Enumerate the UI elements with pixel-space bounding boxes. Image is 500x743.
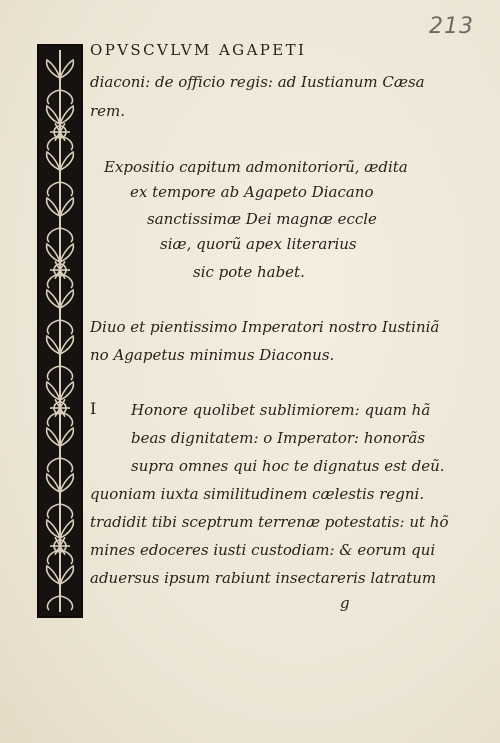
exposition-line-1: Expositio capitum admonitoriorũ, ædita <box>104 158 408 176</box>
chapter-number: I <box>90 399 97 418</box>
chapter-line-7: aduersus ipsum rabiunt insectareris latratum <box>90 569 437 587</box>
ornamental-border <box>37 44 83 618</box>
foliage-ornament <box>39 46 81 616</box>
folio-number: 213 <box>429 14 474 39</box>
title-line-3: rem. <box>90 102 126 120</box>
chapter-line-1: Honore quolibet sublimiorem: quam hã <box>131 401 431 419</box>
chapter-line-3: supra omnes qui hoc te dignatus est deũ. <box>131 457 445 475</box>
chapter-line-2: beas dignitatem: o Imperator: honorãs <box>131 429 426 447</box>
catchword: g <box>340 594 350 612</box>
chapter-line-5: tradidit tibi sceptrum terrenæ potestatis: ut hõ <box>90 513 449 531</box>
exposition-line-2: ex tempore ab Agapeto Diacano <box>130 183 374 201</box>
title-line-2: diaconi: de officio regis: ad Iustianum Cæsa <box>90 73 425 91</box>
chapter-line-4: quoniam iuxta similitudinem cælestis regni. <box>90 485 425 503</box>
chapter-line-6: mines edoceres iusti custodiam: & eorum qui <box>90 541 436 559</box>
dedication-line-1: Diuo et pientissimo Imperatori nostro Iustiniã <box>90 318 440 336</box>
title-line-1: OPVSCVLVM AGAPETI <box>90 41 307 59</box>
exposition-line-5: sic pote habet. <box>193 263 305 281</box>
exposition-line-4: siæ, quorũ apex literarius <box>160 235 357 253</box>
dedication-line-2: no Agapetus minimus Diaconus. <box>90 346 335 364</box>
exposition-line-3: sanctissimæ Dei magnæ eccle <box>147 210 377 228</box>
